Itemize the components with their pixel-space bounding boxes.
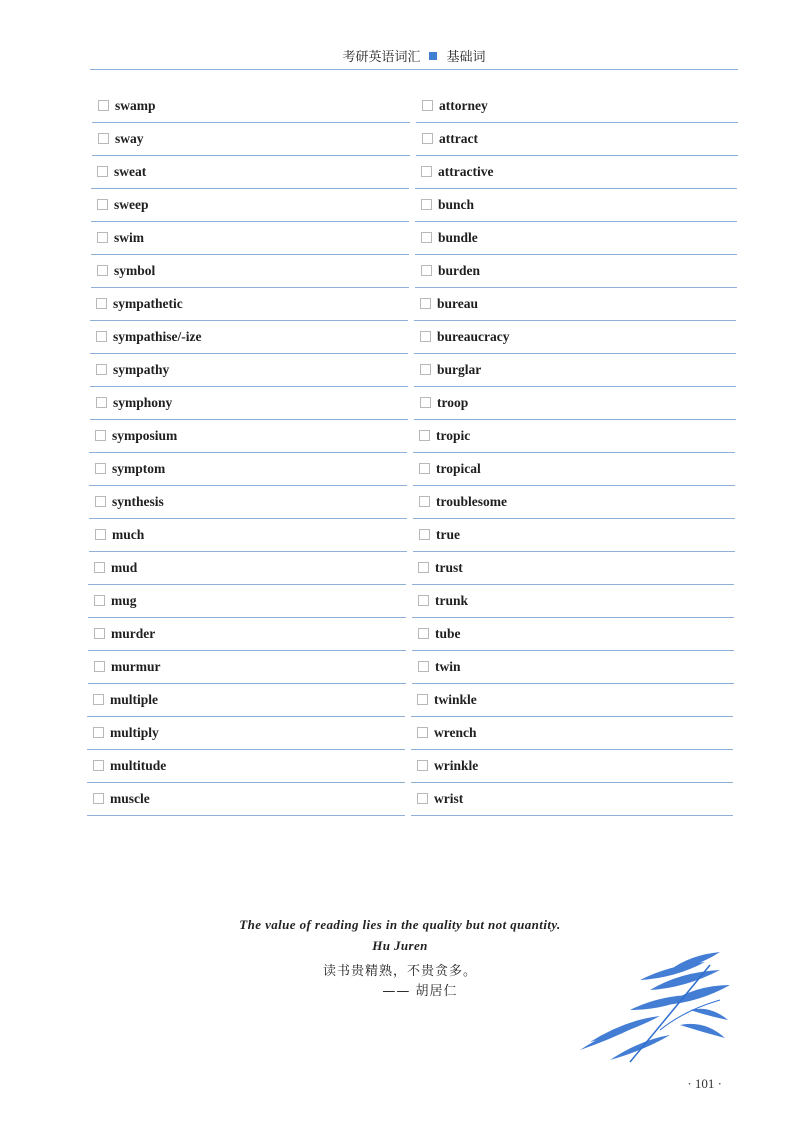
checkbox-icon[interactable] xyxy=(417,727,428,738)
word-text: bureau xyxy=(437,296,479,311)
checkbox-icon[interactable] xyxy=(419,430,430,441)
checkbox-icon[interactable] xyxy=(95,430,106,441)
checkbox-icon[interactable] xyxy=(421,265,432,276)
word-entry-left xyxy=(92,90,410,123)
checkbox-icon[interactable] xyxy=(419,463,430,474)
word-entry-right xyxy=(412,552,734,585)
word-row xyxy=(0,717,800,750)
word-text: tropic xyxy=(436,428,471,443)
checkbox-icon[interactable] xyxy=(98,133,109,144)
word-row xyxy=(0,255,800,288)
word-row xyxy=(0,783,800,816)
word-text: tropical xyxy=(436,461,481,476)
word-text: troop xyxy=(437,395,469,410)
word-text: trust xyxy=(435,560,463,575)
checkbox-icon[interactable] xyxy=(97,232,108,243)
checkbox-icon[interactable] xyxy=(420,364,431,375)
checkbox-icon[interactable] xyxy=(96,331,107,342)
word-entry-right xyxy=(413,453,735,486)
checkbox-icon[interactable] xyxy=(417,793,428,804)
word-row xyxy=(0,750,800,783)
word-text: sweat xyxy=(114,164,147,179)
word-row xyxy=(0,684,800,717)
word-text: burden xyxy=(438,263,481,278)
checkbox-icon[interactable] xyxy=(421,166,432,177)
checkbox-icon[interactable] xyxy=(418,661,429,672)
word-text: much xyxy=(112,527,145,542)
checkbox-icon[interactable] xyxy=(94,628,105,639)
word-text: sympathetic xyxy=(113,296,183,311)
word-row xyxy=(0,651,800,684)
word-entry-left xyxy=(87,684,405,717)
word-entry-left xyxy=(88,585,406,618)
word-text: multiple xyxy=(110,692,159,707)
word-row xyxy=(0,321,800,354)
word-text: sway xyxy=(115,131,144,146)
word-entry-left xyxy=(91,222,409,255)
word-row xyxy=(0,288,800,321)
word-entry-right xyxy=(415,189,737,222)
word-text: attract xyxy=(439,131,478,146)
checkbox-icon[interactable] xyxy=(97,199,108,210)
checkbox-icon[interactable] xyxy=(98,100,109,111)
word-row xyxy=(0,90,800,123)
word-entry-left xyxy=(87,717,405,750)
header-right-title: 基础词 xyxy=(446,50,486,65)
word-text: tube xyxy=(435,626,461,641)
word-text: synthesis xyxy=(112,494,164,509)
checkbox-icon[interactable] xyxy=(97,166,108,177)
word-entry-left xyxy=(91,255,409,288)
word-entry-left xyxy=(88,618,406,651)
word-entry-left xyxy=(89,486,407,519)
page-number: · 101 · xyxy=(687,1076,722,1091)
word-row xyxy=(0,453,800,486)
word-text: trunk xyxy=(435,593,469,608)
bamboo-illustration xyxy=(570,950,740,1065)
word-row xyxy=(0,486,800,519)
header-left-title: 考研英语词汇 xyxy=(342,50,421,65)
word-entry-right xyxy=(414,387,736,420)
word-text: muscle xyxy=(110,791,150,806)
header-title xyxy=(90,46,738,65)
word-row xyxy=(0,420,800,453)
checkbox-icon[interactable] xyxy=(419,496,430,507)
word-entry-left xyxy=(90,387,408,420)
word-entry-right xyxy=(415,222,737,255)
page-header xyxy=(90,38,738,70)
checkbox-icon[interactable] xyxy=(422,100,433,111)
word-text: twin xyxy=(435,659,461,674)
word-entry-right xyxy=(414,354,736,387)
word-row xyxy=(0,552,800,585)
word-entry-right xyxy=(412,651,734,684)
word-text: twinkle xyxy=(434,692,477,707)
checkbox-icon[interactable] xyxy=(418,562,429,573)
checkbox-icon[interactable] xyxy=(421,232,432,243)
word-text: symptom xyxy=(112,461,166,476)
word-entry-left xyxy=(91,189,409,222)
word-text: sympathy xyxy=(113,362,170,377)
checkbox-icon[interactable] xyxy=(419,529,430,540)
checkbox-icon[interactable] xyxy=(418,628,429,639)
word-entry-right xyxy=(414,288,736,321)
word-text: troublesome xyxy=(436,494,507,509)
word-entry-left xyxy=(89,420,407,453)
word-row xyxy=(0,123,800,156)
word-entry-right xyxy=(411,717,733,750)
word-text: sympathise/-ize xyxy=(113,329,202,344)
word-text: sweep xyxy=(114,197,149,212)
word-text: bundle xyxy=(438,230,478,245)
checkbox-icon[interactable] xyxy=(420,298,431,309)
word-entry-left xyxy=(89,519,407,552)
word-entry-right xyxy=(411,684,733,717)
quote-english-author: Hu Juren xyxy=(372,938,428,953)
checkbox-icon[interactable] xyxy=(94,661,105,672)
word-text: multiply xyxy=(110,725,159,740)
word-entry-right xyxy=(413,420,735,453)
word-text: attractive xyxy=(438,164,494,179)
word-row xyxy=(0,189,800,222)
checkbox-icon[interactable] xyxy=(417,760,428,771)
word-entry-left xyxy=(87,783,405,816)
checkbox-icon[interactable] xyxy=(96,364,107,375)
word-entry-right xyxy=(413,486,735,519)
checkbox-icon[interactable] xyxy=(93,727,104,738)
word-entry-right xyxy=(416,90,738,123)
checkbox-icon[interactable] xyxy=(97,265,108,276)
word-row xyxy=(0,618,800,651)
quote-chinese: 读书贵精熟，不贵贪多。 xyxy=(322,964,477,979)
word-text: swamp xyxy=(115,98,156,113)
word-entry-right xyxy=(411,783,733,816)
checkbox-icon[interactable] xyxy=(93,793,104,804)
word-text: murmur xyxy=(111,659,161,674)
word-text: wrench xyxy=(434,725,477,740)
word-entry-right xyxy=(413,519,735,552)
checkbox-icon[interactable] xyxy=(421,199,432,210)
checkbox-icon[interactable] xyxy=(95,463,106,474)
word-entry-right xyxy=(415,156,737,189)
checkbox-icon[interactable] xyxy=(94,595,105,606)
word-text: attorney xyxy=(439,98,488,113)
word-text: swim xyxy=(114,230,144,245)
word-text: true xyxy=(436,527,460,542)
checkbox-icon[interactable] xyxy=(93,694,104,705)
checkbox-icon[interactable] xyxy=(420,331,431,342)
checkbox-icon[interactable] xyxy=(95,496,106,507)
word-row xyxy=(0,156,800,189)
word-text: bunch xyxy=(438,197,475,212)
checkbox-icon[interactable] xyxy=(422,133,433,144)
checkbox-icon[interactable] xyxy=(417,694,428,705)
word-text: bureaucracy xyxy=(437,329,510,344)
word-text: murder xyxy=(111,626,156,641)
checkbox-icon[interactable] xyxy=(94,562,105,573)
word-row xyxy=(0,354,800,387)
word-entry-left xyxy=(90,288,408,321)
word-text: symposium xyxy=(112,428,178,443)
checkbox-icon[interactable] xyxy=(93,760,104,771)
word-text: mug xyxy=(111,593,137,608)
word-entry-right xyxy=(414,321,736,354)
word-text: wrinkle xyxy=(434,758,479,773)
word-row xyxy=(0,585,800,618)
word-entry-right xyxy=(412,618,734,651)
word-text: burglar xyxy=(437,362,482,377)
quote-chinese-author: —— 胡居仁 xyxy=(382,984,458,999)
word-entry-left xyxy=(89,453,407,486)
word-entry-left xyxy=(88,651,406,684)
word-text: wrist xyxy=(434,791,464,806)
word-row xyxy=(0,222,800,255)
word-entry-right xyxy=(412,585,734,618)
word-entry-left xyxy=(87,750,405,783)
word-text: multitude xyxy=(110,758,167,773)
word-entry-left xyxy=(92,123,410,156)
word-entry-left xyxy=(88,552,406,585)
word-entry-right xyxy=(416,123,738,156)
word-entry-right xyxy=(415,255,737,288)
word-row xyxy=(0,519,800,552)
word-text: symbol xyxy=(114,263,156,278)
word-entry-left xyxy=(91,156,409,189)
checkbox-icon[interactable] xyxy=(95,529,106,540)
checkbox-icon[interactable] xyxy=(418,595,429,606)
word-entry-right xyxy=(411,750,733,783)
word-entry-left xyxy=(90,354,408,387)
checkbox-icon[interactable] xyxy=(420,397,431,408)
word-text: mud xyxy=(111,560,138,575)
quote-english: The value of reading lies in the quality but not quantity. xyxy=(239,917,561,932)
checkbox-icon[interactable] xyxy=(96,397,107,408)
word-text: symphony xyxy=(113,395,173,410)
checkbox-icon[interactable] xyxy=(96,298,107,309)
word-entry-left xyxy=(90,321,408,354)
word-row xyxy=(0,387,800,420)
square-icon xyxy=(429,52,437,60)
